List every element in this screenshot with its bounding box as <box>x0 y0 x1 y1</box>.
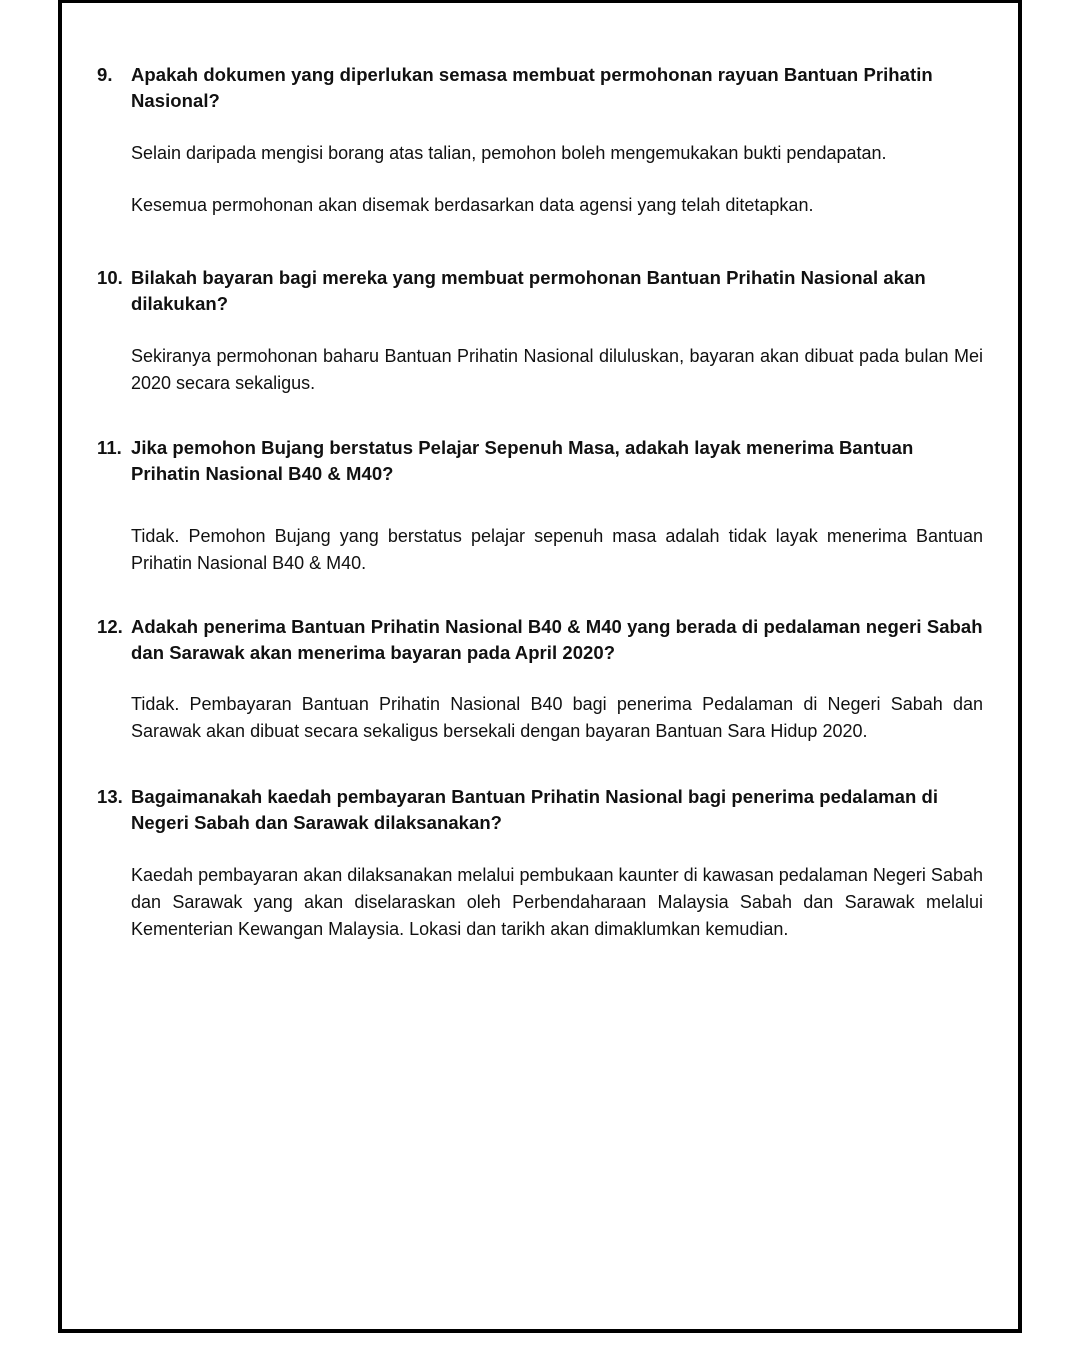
question-10 <box>97 265 983 317</box>
question-text: Apakah dokumen yang diperlukan semasa membuat permohonan rayuan Bantuan Prihatin Nasional? <box>131 64 933 111</box>
answer-paragraph: Selain daripada mengisi borang atas talian, pemohon boleh mengemukakan bukti pendapatan. <box>131 143 887 163</box>
question-number: 13. <box>97 786 123 807</box>
faq-item-12 <box>97 614 983 745</box>
faq-item-10 <box>97 265 983 397</box>
faq-item-13 <box>97 784 983 943</box>
faq-list <box>97 62 983 961</box>
question-number: 12. <box>97 616 123 637</box>
question-text: Jika pemohon Bujang berstatus Pelajar Sepenuh Masa, adakah layak menerima Bantuan Prihatin Nasional B40 & M40? <box>131 437 914 484</box>
answer-paragraph: Kaedah pembayaran akan dilaksanakan melalui pembukaan kaunter di kawasan pedalaman Negeri Sabah dan Sarawak yang akan diselaraskan oleh Perbendaharaan Malaysia Sabah dan Sarawak melalui Kementerian Kewangan Malaysia. Lokasi dan tarikh akan dimaklumkan kemudian. <box>131 865 983 939</box>
faq-item-9 <box>97 62 983 219</box>
answer-paragraph: Sekiranya permohonan baharu Bantuan Prihatin Nasional diluluskan, bayaran akan dibuat pada bulan Mei 2020 secara sekaligus. <box>131 346 983 393</box>
question-text: Bilakah bayaran bagi mereka yang membuat permohonan Bantuan Prihatin Nasional akan dilakukan? <box>131 267 926 314</box>
question-11 <box>97 435 983 487</box>
question-9 <box>97 62 983 114</box>
faq-item-11 <box>97 435 983 577</box>
question-13 <box>97 784 983 836</box>
question-number: 9. <box>97 64 113 85</box>
question-12 <box>97 614 983 666</box>
question-number: 11. <box>97 437 122 458</box>
answer-paragraph: Tidak. Pemohon Bujang yang berstatus pelajar sepenuh masa adalah tidak layak menerima Bantuan Prihatin Nasional B40 & M40. <box>131 526 983 573</box>
answer-paragraph: Tidak. Pembayaran Bantuan Prihatin Nasional B40 bagi penerima Pedalaman di Negeri Sabah dan Sarawak akan dibuat secara sekaligus bersekali dengan bayaran Bantuan Sara Hidup 2020. <box>131 694 983 741</box>
question-text: Bagaimanakah kaedah pembayaran Bantuan Prihatin Nasional bagi penerima pedalaman di Negeri Sabah dan Sarawak dilaksanakan? <box>131 786 939 833</box>
answer-paragraph: Kesemua permohonan akan disemak berdasarkan data agensi yang telah ditetapkan. <box>131 195 814 215</box>
question-number: 10. <box>97 267 123 288</box>
question-text: Adakah penerima Bantuan Prihatin Nasional B40 & M40 yang berada di pedalaman negeri Sabah dan Sarawak akan menerima bayaran pada April 2020? <box>131 616 983 663</box>
